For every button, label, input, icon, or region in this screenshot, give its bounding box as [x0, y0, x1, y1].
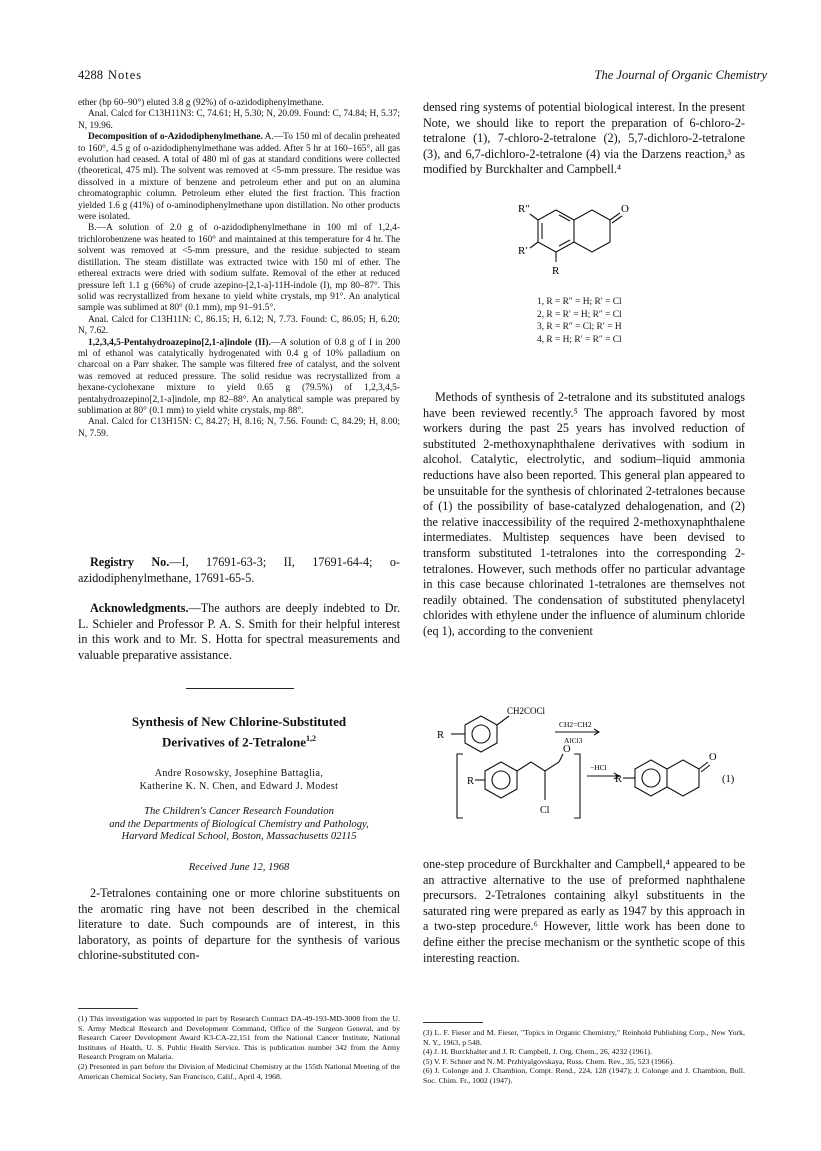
- affiliation-line-3: Harvard Medical School, Boston, Massachusetts 02115: [121, 831, 357, 842]
- product-oxygen-label: O: [709, 752, 717, 763]
- acknowledgments-paragraph: [78, 601, 400, 663]
- authors: [78, 767, 400, 793]
- registry-text: —I, 17691-63-3; II, 17691-64-4; o-azidodiphenylmethane, 17691-65-5.: [78, 555, 400, 585]
- registry-paragraph: [78, 555, 400, 586]
- analysis-3: Anal. Calcd for C13H15N: C, 84.27; H, 8.16; N, 7.56. Found: C, 84.29; H, 8.00; N, 7.59.: [78, 417, 400, 439]
- intro-left: [78, 886, 400, 964]
- aromatic-bond: [559, 215, 570, 221]
- label-r-prime: R′: [518, 245, 528, 257]
- authors-line-1: Andre Rosowsky, Josephine Battaglia,: [154, 768, 324, 779]
- intro-right: [423, 100, 745, 178]
- compound-2: 2, R = R′ = H; R″ = Cl: [537, 309, 622, 320]
- compound-4: 4, R = H; R′ = R″ = Cl: [537, 334, 622, 345]
- title-line-1: Synthesis of New Chlorine-Substituted: [131, 714, 347, 729]
- methods-text: Methods of synthesis of 2-tetralone and its substituted analogs have been reviewed recently.⁵ The approach favored by most workers during the past 25 years has involved reduction of substituted 2-methoxynaphthalene derivatives with sodium in alcohol. Catalytic, electrolytic, and sodium–liquid ammonia reductions have also been reported. This general plan appeared to be unsuitable for the synthesis of chlorinated 2-tetralones because of (1) the possibility of base-catalyzed dehalogenation, and (2) the relative inaccessibility of the required 2-methoxynaphthalene intermediates. Multistep sequences have been devised to transform substituted 1-tetralones into the corresponding 2-tetralones. However, such methods offer no particular advantage in this case because chlorinated 1-tetralones are themselves not readily obtained. The condensation of substituted phenylacetyl chlorides with ethylene under the influence of aluminum chloride (eq 1), according to the convenient: [423, 390, 745, 638]
- footnote-6: (6) J. Colonge and J. Chambion, Compt. Rend., 224, 128 (1947); J. Colonge and J. Chambion, Bull. Soc. Chim. Fr., 1002 (1947).: [423, 1066, 745, 1085]
- decomposition-text: A.—To 150 ml of decalin preheated to 160°, 4.5 g of o-azidodiphenylmethane was added. After 5 hr at 160–165°, all gas evolution had ceased. A total of 480 ml of gas at standard conditions were collected (theoretical, 475 ml). The solvent was removed at <5-mm pressure. The residue was dissolved in a mixture of benzene and petroleum ether and put on an alumina chromatographic column. Petroleum ether eluted the first fraction. This fraction yielded 1.6 g (41%) of o-aminodiphenylmethane upon distillation. No other products were isolated.: [78, 132, 400, 223]
- substituent-bond: [530, 214, 538, 220]
- article-title: [78, 713, 400, 750]
- decomposition-heading: Decomposition of o-Azidodiphenylmethane.: [88, 132, 263, 143]
- compound-1: 1, R = R″ = H; R′ = Cl: [537, 297, 622, 307]
- pentahydro-paragraph: [78, 338, 400, 418]
- pentahydro-text: —A solution of 0.8 g of I in 200 ml of ethanol was catalytically hydrogenated with 0.4 g of 10% palladium on charcoal on a Parr shaker. The sample was filtered free of catalyst, and the solvent was removed at reduced pressure. The solid residue was recrystallized from a hexane-cyclohexane mixture to yield 0.65 g (79.5%) of 1,2,3,4,5-pentahydroazepino[2,1-a]indole, mp 82–88°. An analytical sample was prepared by sublimation at 80° (0.1 mm) to yield white crystals, mp 88°.: [78, 337, 401, 416]
- product-r-label: R: [615, 774, 623, 785]
- intermediate-ring-circle: [492, 771, 510, 789]
- received-date: Received June 12, 1968: [188, 862, 290, 873]
- pentahydro-heading: 1,2,3,4,5-Pentahydroazepino[2,1-a]indole (II).: [88, 337, 271, 348]
- registry-block: [78, 555, 400, 586]
- title-line-2-wrap: [78, 730, 400, 750]
- saturated-ring: [574, 210, 610, 252]
- analysis-1: Anal. Calcd for C13H11N3: C, 74.61; H, 5.30; N, 20.09. Found: C, 74.84; H, 5.37; N, 19.96.: [78, 109, 400, 131]
- compound-list: [537, 296, 622, 346]
- authors-line-2: Katherine K. N. Chen, and Edward J. Modest: [139, 781, 339, 792]
- registry-heading: Registry No.: [90, 555, 170, 569]
- affiliation-line-2: and the Departments of Biological Chemistry and Pathology,: [109, 818, 369, 830]
- analysis-2: Anal. Calcd for C13H11N: C, 86.15; H, 6.12; N, 7.73. Found: C, 86.05; H, 6.20; N, 7.62.: [78, 314, 400, 337]
- section-divider: [186, 688, 294, 689]
- reactant-ring: [465, 716, 497, 752]
- intermediate-oxygen-label: O: [563, 744, 571, 755]
- decomposition-paragraph: [78, 132, 400, 223]
- label-r: R: [552, 265, 560, 277]
- footnote-rule-left: [78, 1008, 138, 1009]
- footnote-rule-right: [423, 1022, 483, 1023]
- onestep-block: [423, 857, 745, 966]
- acknowledgments-heading: Acknowledgments.: [90, 601, 189, 615]
- affiliation-line-1: The Children's Cancer Research Foundation: [144, 806, 334, 817]
- reactant-substituent-label: CH2COCl: [507, 706, 546, 716]
- product-aromatic-ring: [635, 760, 667, 796]
- intermediate-r-label: R: [467, 776, 475, 787]
- experimental-section: [78, 98, 400, 440]
- intermediate-carbonyl: [559, 754, 563, 762]
- bracket-left: [457, 754, 463, 818]
- reactant-chain-bond: [497, 716, 509, 725]
- aromatic-ring: [538, 210, 574, 252]
- intermediate-ring: [485, 762, 517, 798]
- footnote-2: (2) Presented in part before the Division of Medicinal Chemistry at the 155th National Meeting of the American Chemical Society, San Francisco, Calif., April 4, 1968.: [78, 1061, 400, 1081]
- footnotes-left: [78, 1014, 400, 1081]
- reagent-top-label: CH2=CH2: [559, 720, 592, 729]
- equation-number: (1): [722, 774, 735, 785]
- footnote-1: (1) This investigation was supported in part by Research Contract DA-49-193-MD-3008 from the U. S. Army Medical Research and Development Command, Office of the Surgeon General, and by Research Career Development Award K3-CA-22,151 from the National Cancer Institute, National Institutes of Health, U. S. Public Health Service. This is publication number 342 from the Army Research Program on Malaria.: [78, 1014, 400, 1062]
- reaction-scheme: [423, 700, 745, 840]
- intermediate-chain: [517, 762, 559, 771]
- label-r-double-prime: R″: [518, 203, 530, 215]
- intermediate-chlorine-label: Cl: [540, 805, 550, 816]
- acknowledgments-text: —The authors are deeply indebted to Dr. L. Schieler and Professor P. A. S. Smith for their helpful interest in this work and to Mr. S. Hotta for spectral measurements and valuable preparative assistance.: [78, 601, 400, 662]
- intro-right-text: densed ring systems of potential biological interest. In the present Note, we should like to report the preparation of 6-chloro-2-tetralone (1), 7-chloro-2-tetralone (2), 5,7-dichloro-2-tetralone (3), and 6,7-dichloro-2-tetralone (4) via the Darzens reaction,³ as modified by Burckhalter and Campbell.⁴: [423, 100, 745, 177]
- part-b-paragraph: B.—A solution of 2.0 g of o-azidodiphenylmethane in 100 ml of 1,2,4-trichlorobenzene was heated to 160° and maintained at this temperature for 4 hr. The solvent was removed at <5-mm pressure, and the residue subjected to steam distillation. The steam distillate was extracted twice with 150 ml of ether. The ethereal extracts were dried with sodium sulfate. Removal of the ether at reduced pressure left 1.1 g (66%) of crude azepino-[2,1-a]-11H-indole (I), mp 80–87°. This solid was recrystallized from hexane to yield white crystals, mp 91°. An analytical sample was sublimed at 80° (0.1 mm), mp 91–91.5°.: [78, 223, 400, 314]
- hcl-elimination-label: −HCl: [590, 763, 607, 772]
- footnotes-right: [423, 1028, 745, 1086]
- product-ring-circle: [642, 769, 660, 787]
- intro-left-text: 2-Tetralones containing one or more chlorine substituents on the aromatic ring have not been described in the chemical literature to date. Such compounds are of interest, in this laboratory, as points of departure for the synthesis of various chlorine-substituted con-: [78, 886, 400, 963]
- product-saturated-ring: [667, 760, 699, 796]
- affiliation: [78, 806, 400, 844]
- elution-text: ether (bp 60–90°) eluted 3.8 g (92%) of o-azidodiphenylmethane.: [78, 98, 324, 108]
- reactant-ring-circle: [472, 725, 490, 743]
- substituent-bond: [530, 242, 538, 248]
- journal-title: The Journal of Organic Chemistry: [594, 68, 767, 82]
- methods-block: [423, 390, 745, 640]
- onestep-text: one-step procedure of Burckhalter and Campbell,⁴ appeared to be an attractive alternative to the use of preformed naphthalene precursors. 2-Tetralones containing alkyl substituents in the saturated ring were prepared as early as 1947 by this approach in a two-step procedure.⁶ However, little work has been done to define either the precise mechanism or the synthetic scope of this interesting reaction.: [423, 857, 745, 965]
- running-head: Notes: [108, 68, 143, 82]
- bracket-right: [574, 754, 580, 818]
- title-line-2: Derivatives of 2-Tetralone: [162, 734, 306, 750]
- label-oxygen: O: [621, 203, 629, 215]
- page-number: 4288: [78, 68, 103, 82]
- footnote-4: (4) J. H. Burckhalter and J. R. Campbell, J. Org. Chem., 26, 4232 (1961).: [423, 1047, 652, 1057]
- compound-3: 3, R = R″ = Cl; R′ = H: [537, 322, 622, 332]
- footnote-5: (5) V. F. Schner and N. M. Przhiyalgovskaya, Russ. Chem. Rev., 35, 523 (1966).: [423, 1056, 675, 1066]
- reagent-bottom-label: AlCl3: [564, 736, 583, 745]
- acknowledgments-block: [78, 601, 400, 663]
- footnote-3: (3) L. F. Fieser and M. Fieser, "Topics in Organic Chemistry," Reinhold Publishing Corp., New York, N. Y., 1963, p 548.: [423, 1028, 745, 1047]
- title-superscript: 1,2: [305, 734, 316, 743]
- reactant-r-label: R: [437, 730, 445, 741]
- tetralone-structure: [510, 190, 660, 300]
